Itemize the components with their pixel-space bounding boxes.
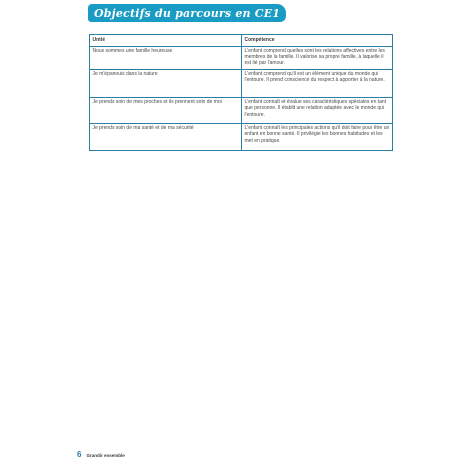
- column-header-unit: Unité: [90, 35, 242, 47]
- page-number: 6: [77, 450, 82, 459]
- objectives-table: [89, 34, 393, 151]
- title-banner: [88, 4, 286, 22]
- table-header-row: [90, 35, 393, 47]
- table-row: [90, 69, 393, 97]
- competence-cell: L'enfant comprend quelles sont les relations affectives entre les membres de la famille. Il valorise sa propre famille, à laquelle il est lié par l'amour.: [242, 46, 393, 69]
- column-header-competence: Compétence: [242, 35, 393, 47]
- page-footer: [77, 450, 125, 459]
- unit-cell: Je prends soin de ma santé et de ma sécurité: [90, 123, 242, 150]
- unit-cell: Je prends soin de mes proches et ils prennent soin de moi: [90, 97, 242, 123]
- table-row: [90, 123, 393, 150]
- unit-cell: Nous sommes une famille heureuse: [90, 46, 242, 69]
- footer-label: Grandir ensemble: [86, 453, 125, 458]
- table-row: [90, 46, 393, 69]
- page-title: Objectifs du parcours en CE1: [94, 6, 281, 20]
- competence-cell: L'enfant connaît et évalue ses caractéristiques spéciales en tant que personne. Il établit une relation adaptée avec le monde qui l'entoure.: [242, 97, 393, 123]
- competence-cell: L'enfant connaît les principales actions qu'il doit faire pour être un enfant en bonne santé. Il privilégie les bonnes habitudes et les met en pratique.: [242, 123, 393, 150]
- table-row: [90, 97, 393, 123]
- unit-cell: Je m'épanouis dans la nature: [90, 69, 242, 97]
- competence-cell: L'enfant comprend qu'il est un élément unique du monde qui l'entoure. Il prend conscience du respect à apporter à la nature.: [242, 69, 393, 97]
